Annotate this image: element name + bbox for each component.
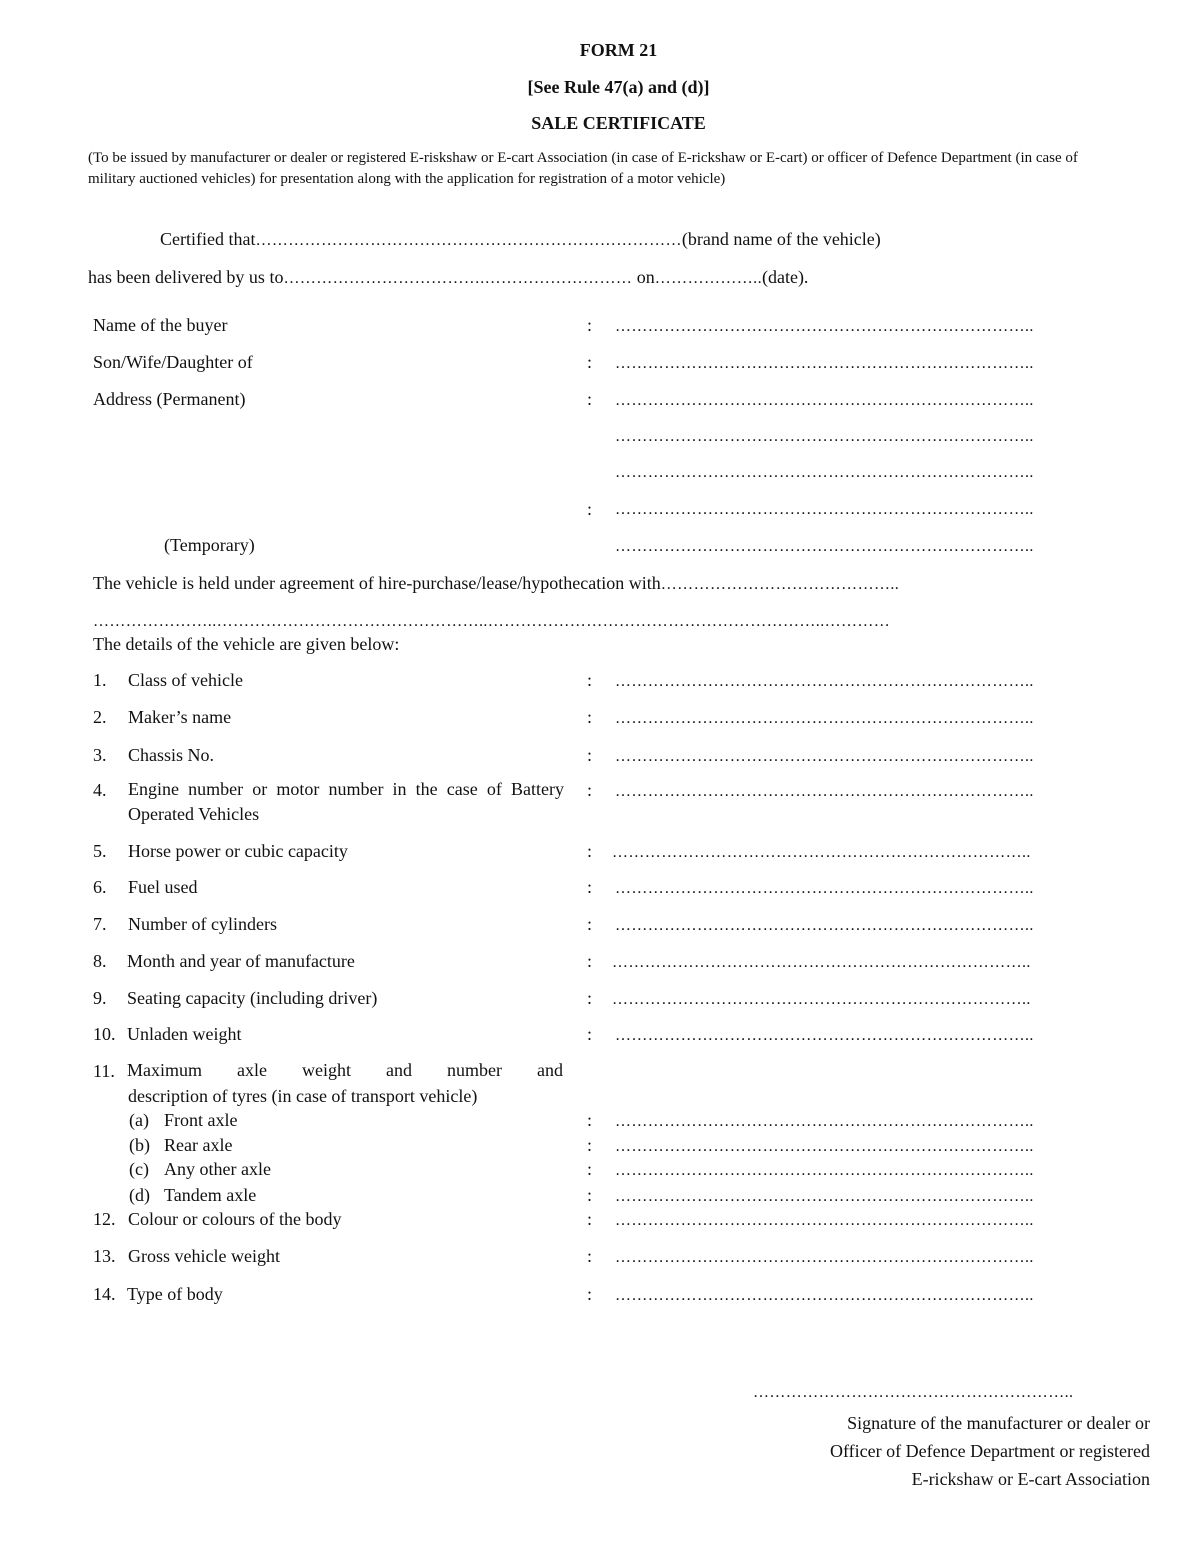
colon: : xyxy=(587,1246,593,1266)
item-number: 1. xyxy=(93,670,107,690)
other-axle-blank[interactable]: ………………………………………………………………….. xyxy=(615,1162,1034,1179)
front-axle-label: Front axle xyxy=(164,1110,238,1130)
signature-blank[interactable]: ………………………………………………….. xyxy=(753,1384,1074,1401)
colon: : xyxy=(587,707,593,727)
buyer-name-label: Name of the buyer xyxy=(93,315,228,335)
colon: : xyxy=(587,1185,593,1205)
signature-line-1: Signature of the manufacturer or dealer or xyxy=(847,1413,1150,1433)
engine-number-label: Engine number or motor number in the case of Battery Operated Vehicles xyxy=(128,779,564,824)
certified-line xyxy=(160,229,881,250)
item-number: 11. xyxy=(93,1061,115,1081)
item-number: 7. xyxy=(93,914,107,934)
other-axle-label: Any other axle xyxy=(164,1159,271,1179)
colon: : xyxy=(587,1209,593,1229)
horse-power-label: Horse power or cubic capacity xyxy=(128,841,348,861)
colon: : xyxy=(587,780,593,800)
buyer-relation-blank[interactable]: ………………………………………………………………….. xyxy=(615,355,1034,372)
hire-purchase-line xyxy=(93,573,899,594)
certified-lead: Certified that xyxy=(160,229,256,249)
makers-name-blank[interactable]: ………………………………………………………………….. xyxy=(615,710,1034,727)
axle-weight-label-cont: description of tyres (in case of transport vehicle) xyxy=(128,1086,478,1106)
colon: : xyxy=(587,670,593,690)
form-number: FORM 21 xyxy=(579,40,658,60)
hire-purchase-blank[interactable]: …………………………………….. xyxy=(660,576,900,593)
manufacture-date-blank[interactable]: ………………………………………………………………….. xyxy=(612,954,1031,971)
colon: : xyxy=(587,389,593,409)
colon: : xyxy=(587,877,593,897)
preamble-note: (To be issued by manufacturer or dealer or registered E-riskshaw or E-cart Association (in case of E-rickshaw or E-cart) or officer of Defence Department (in case of military auctioned vehicles) for presentation along with the application for registration of a motor vehicle) xyxy=(88,150,1078,187)
colon: : xyxy=(587,841,593,861)
item-number: 13. xyxy=(93,1246,116,1266)
permanent-address-blank-3[interactable]: ………………………………………………………………….. xyxy=(615,464,1034,481)
axle-letter: (a) xyxy=(129,1110,149,1130)
body-colour-blank[interactable]: ………………………………………………………………….. xyxy=(615,1212,1034,1229)
manufacture-date-label: Month and year of manufacture xyxy=(127,951,355,971)
permanent-address-label: Address (Permanent) xyxy=(93,389,246,409)
chassis-no-blank[interactable]: ………………………………………………………………….. xyxy=(615,748,1034,765)
delivered-line xyxy=(88,267,808,288)
brand-name-blank[interactable]: …………………………………………………………………… xyxy=(255,232,682,249)
rule-reference: [See Rule 47(a) and (d)] xyxy=(527,77,710,97)
buyer-relation-label: Son/Wife/Daughter of xyxy=(93,352,253,372)
item-number: 4. xyxy=(93,780,107,800)
seating-capacity-blank[interactable]: ………………………………………………………………….. xyxy=(612,991,1031,1008)
gross-weight-label: Gross vehicle weight xyxy=(128,1246,280,1266)
engine-number-blank[interactable]: ………………………………………………………………….. xyxy=(615,783,1034,800)
date-blank[interactable]: ……………….. xyxy=(654,270,762,287)
makers-name-label: Maker’s name xyxy=(128,707,232,727)
front-axle-blank[interactable]: ………………………………………………………………….. xyxy=(615,1113,1034,1130)
details-heading: The details of the vehicle are given below: xyxy=(93,634,400,654)
item-number: 8. xyxy=(93,951,107,971)
colon: : xyxy=(587,315,593,335)
item-number: 5. xyxy=(93,841,107,861)
permanent-address-blank-2[interactable]: ………………………………………………………………….. xyxy=(615,428,1034,445)
colon: : xyxy=(587,1110,593,1130)
buyer-name-blank[interactable]: ………………………………………………………………….. xyxy=(615,318,1034,335)
axle-letter: (b) xyxy=(129,1135,150,1155)
signature-block xyxy=(700,1409,1150,1493)
cylinders-label: Number of cylinders xyxy=(128,914,277,934)
hire-purchase-text: The vehicle is held under agreement of hire-purchase/lease/hypothecation with xyxy=(93,573,661,593)
delivered-lead: has been delivered by us to xyxy=(88,267,284,287)
signature-line-2: Officer of Defence Department or registered xyxy=(829,1441,1150,1461)
colon: : xyxy=(587,951,593,971)
brand-name-hint: (brand name of the vehicle) xyxy=(681,229,881,249)
rear-axle-label: Rear axle xyxy=(164,1135,233,1155)
seating-capacity-label: Seating capacity (including driver) xyxy=(127,988,378,1008)
chassis-no-label: Chassis No. xyxy=(128,745,215,765)
unladen-weight-blank[interactable]: ………………………………………………………………….. xyxy=(615,1027,1034,1044)
fuel-used-label: Fuel used xyxy=(128,877,198,897)
permanent-address-blank-4[interactable]: ………………………………………………………………….. xyxy=(615,501,1034,518)
colon: : xyxy=(587,1024,593,1044)
date-hint: (date). xyxy=(761,267,809,287)
horse-power-blank[interactable]: ………………………………………………………………….. xyxy=(612,844,1031,861)
gross-weight-blank[interactable]: ………………………………………………………………….. xyxy=(615,1249,1034,1266)
cylinders-blank[interactable]: ………………………………………………………………….. xyxy=(615,917,1034,934)
class-of-vehicle-blank[interactable]: ………………………………………………………………….. xyxy=(615,673,1034,690)
temporary-address-blank[interactable]: ………………………………………………………………….. xyxy=(615,538,1034,555)
colon: : xyxy=(587,1159,593,1179)
hire-purchase-blank-line[interactable]: …………………..…………………………………………..……………………………………………………..………… xyxy=(93,613,891,630)
colon: : xyxy=(587,745,593,765)
permanent-address-blank-1[interactable]: ………………………………………………………………….. xyxy=(615,392,1034,409)
page-title: SALE CERTIFICATE xyxy=(531,113,706,133)
signature-line-3: E-rickshaw or E-cart Association xyxy=(911,1469,1150,1489)
item-number: 10. xyxy=(93,1024,116,1044)
item-number: 9. xyxy=(93,988,107,1008)
temporary-address-label: (Temporary) xyxy=(164,535,255,555)
axle-letter: (c) xyxy=(129,1159,149,1179)
colon: : xyxy=(587,988,593,1008)
colon: : xyxy=(587,1135,593,1155)
body-type-blank[interactable]: ………………………………………………………………….. xyxy=(615,1287,1034,1304)
colon: : xyxy=(587,914,593,934)
class-of-vehicle-label: Class of vehicle xyxy=(128,670,243,690)
item-number: 14. xyxy=(93,1284,116,1304)
colon: : xyxy=(587,352,593,372)
colon: : xyxy=(587,1284,593,1304)
rear-axle-blank[interactable]: ………………………………………………………………….. xyxy=(615,1138,1034,1155)
axle-letter: (d) xyxy=(129,1185,150,1205)
item-number: 3. xyxy=(93,745,107,765)
recipient-blank[interactable]: ……………………………….……………………… xyxy=(283,270,633,287)
tandem-axle-blank[interactable]: ………………………………………………………………….. xyxy=(615,1188,1034,1205)
item-number: 6. xyxy=(93,877,107,897)
tandem-axle-label: Tandem axle xyxy=(164,1185,257,1205)
delivered-on: on xyxy=(636,267,655,287)
unladen-weight-label: Unladen weight xyxy=(127,1024,242,1044)
fuel-used-blank[interactable]: ………………………………………………………………….. xyxy=(615,880,1034,897)
axle-weight-label: Maximum axle weight and number and xyxy=(127,1060,563,1080)
item-number: 2. xyxy=(93,707,107,727)
body-type-label: Type of body xyxy=(127,1284,223,1304)
item-number: 12. xyxy=(93,1209,116,1229)
body-colour-label: Colour or colours of the body xyxy=(128,1209,342,1229)
colon: : xyxy=(587,499,593,519)
